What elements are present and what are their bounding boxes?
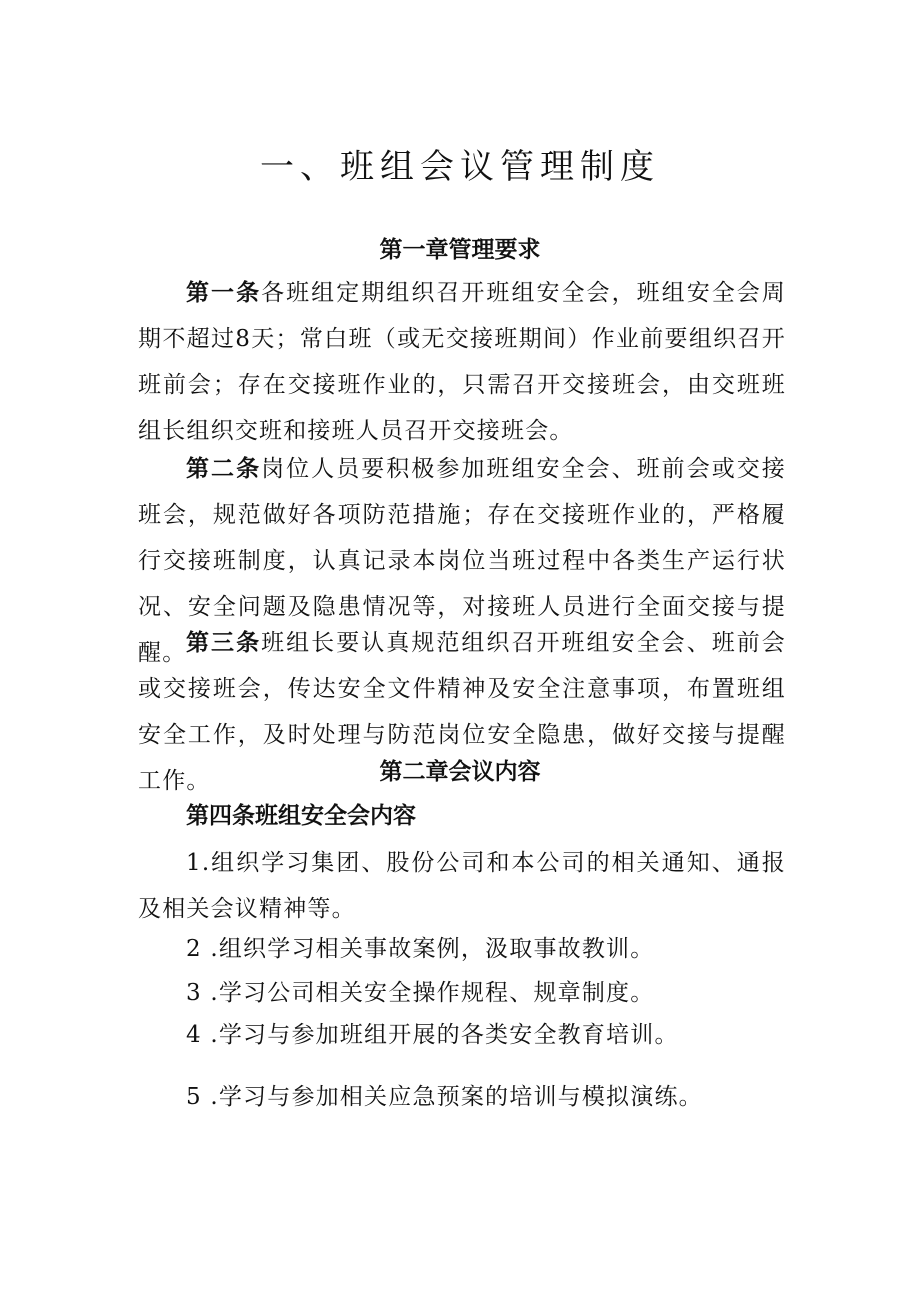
article-1-label: 第一条: [186, 280, 262, 306]
content-item-4: 4 .学习与参加班组开展的各类安全教育培训。: [186, 1022, 679, 1048]
content-item-5: 5 .学习与参加相关应急预案的培训与模拟演练。: [186, 1084, 703, 1110]
article-2-text: 岗位人员要积极参加班组安全会、班前会或交接班会，规范做好各项防范措施；存在交接班作业的，严格履行交接班制度，认真记录本岗位当班过程中各类生产运行状况、安全问题及隐患情况等，对接班人员进行全面交接与提醒。: [138, 456, 786, 666]
article-2-label: 第二条: [186, 456, 262, 482]
chapter-2-heading: 第二章会议内容: [379, 759, 541, 785]
content-item-3: 3 .学习公司相关安全操作规程、规章制度。: [186, 980, 655, 1006]
chapter-1-heading: 第一章管理要求: [379, 237, 541, 263]
article-1: [138, 270, 786, 454]
article-1-text: 各班组定期组织召开班组安全会，班组安全会周期不超过8天；常白班（或无交接班期间）作业前要组织召开班前会；存在交接班作业的，只需召开交接班会，由交班班组长组织交班和接班人员召开交接班会。: [138, 280, 786, 444]
article-4-heading: 第四条班组安全会内容: [186, 803, 416, 829]
document-title: 一、班组会议管理制度: [260, 147, 660, 187]
content-item-2: 2 .组织学习相关事故案例，汲取事故教训。: [186, 936, 655, 962]
article-3-text: 班组长要认真规范组织召开班组安全会、班前会或交接班会，传达安全文件精神及安全注意事项，布置班组安全工作，及时处理与防范岗位安全隐患，做好交接与提醒工作。: [138, 630, 786, 794]
content-item-1: 1.组织学习集团、股份公司和本公司的相关通知、通报及相关会议精神等。: [138, 850, 786, 922]
article-3-label: 第三条: [186, 630, 262, 656]
